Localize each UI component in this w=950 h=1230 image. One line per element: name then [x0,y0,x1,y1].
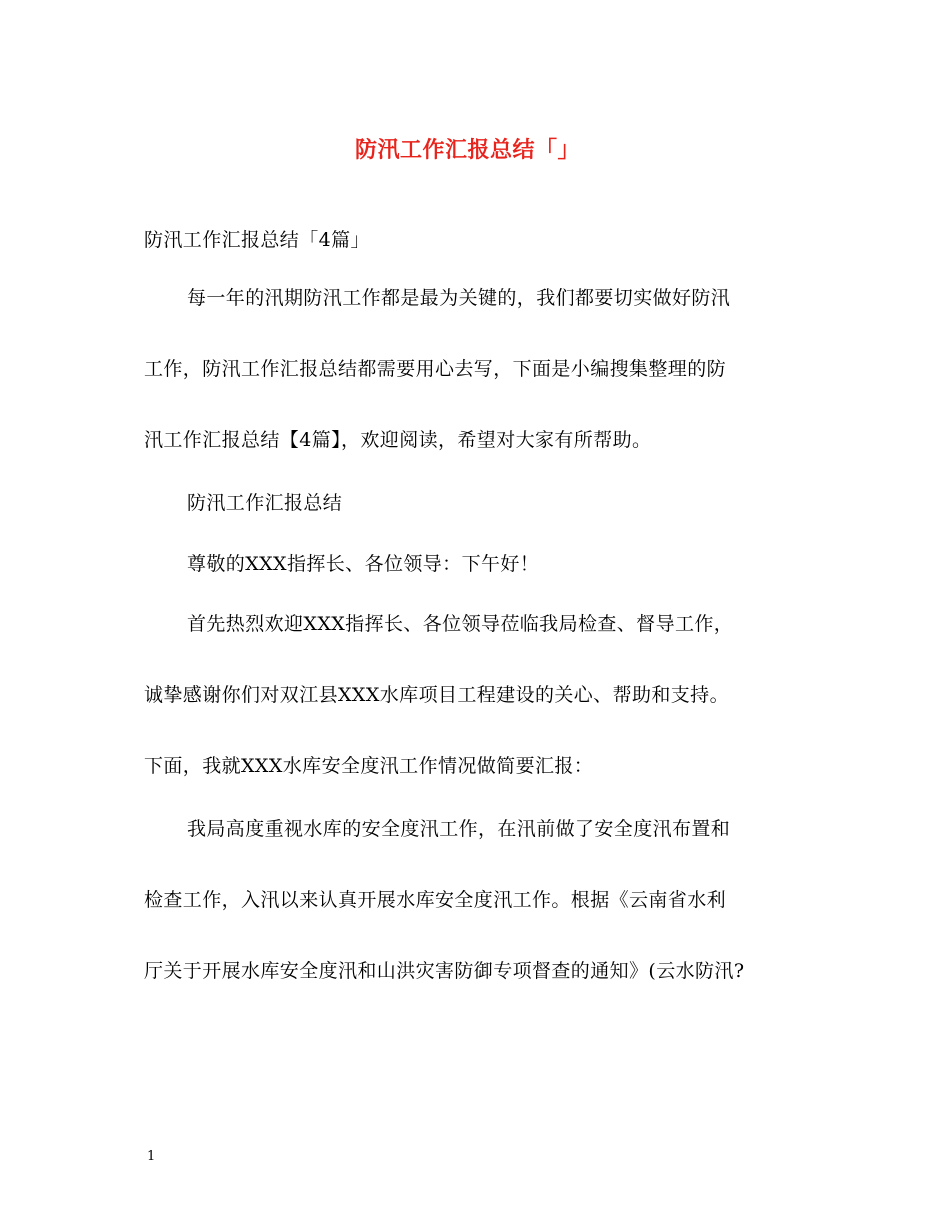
paragraph-line: 首先热烈欢迎XXX指挥长、各位领导莅临我局检查、督导工作， [187,613,734,635]
page-number: 1 [147,1149,156,1164]
paragraph-line: 检查工作，入汛以来认真开展水库安全度汛工作。根据《云南省水利 [144,889,727,911]
paragraph-line: 工作，防汛工作汇报总结都需要用心去写，下面是小编搜集整理的防 [144,358,727,380]
document-title: 防汛工作汇报总结「」 [354,137,580,163]
paragraph-line: 汛工作汇报总结【4篇】，欢迎阅读，希望对大家有所帮助。 [144,429,652,451]
paragraph-line: 诚挚感谢你们对双江县XXX水库项目工程建设的关心、帮助和支持。 [144,684,729,706]
salutation-line: 尊敬的XXX指挥长、各位领导：下午好！ [187,553,540,575]
paragraph-line: 每一年的汛期防汛工作都是最为关键的，我们都要切实做好防汛 [187,287,731,309]
section-heading: 防汛工作汇报总结 [187,492,343,514]
paragraph-line: 我局高度重视水库的安全度汛工作，在汛前做了安全度汛布置和 [187,818,731,840]
paragraph-line: 下面，我就XXX水库安全度汛工作情况做简要汇报： [144,755,594,777]
subtitle-line: 防汛工作汇报总结「4篇」 [144,229,370,251]
paragraph-line: 厅关于开展水库安全度汛和山洪灾害防御专项督查的通知》(云水防汛? [144,960,745,982]
